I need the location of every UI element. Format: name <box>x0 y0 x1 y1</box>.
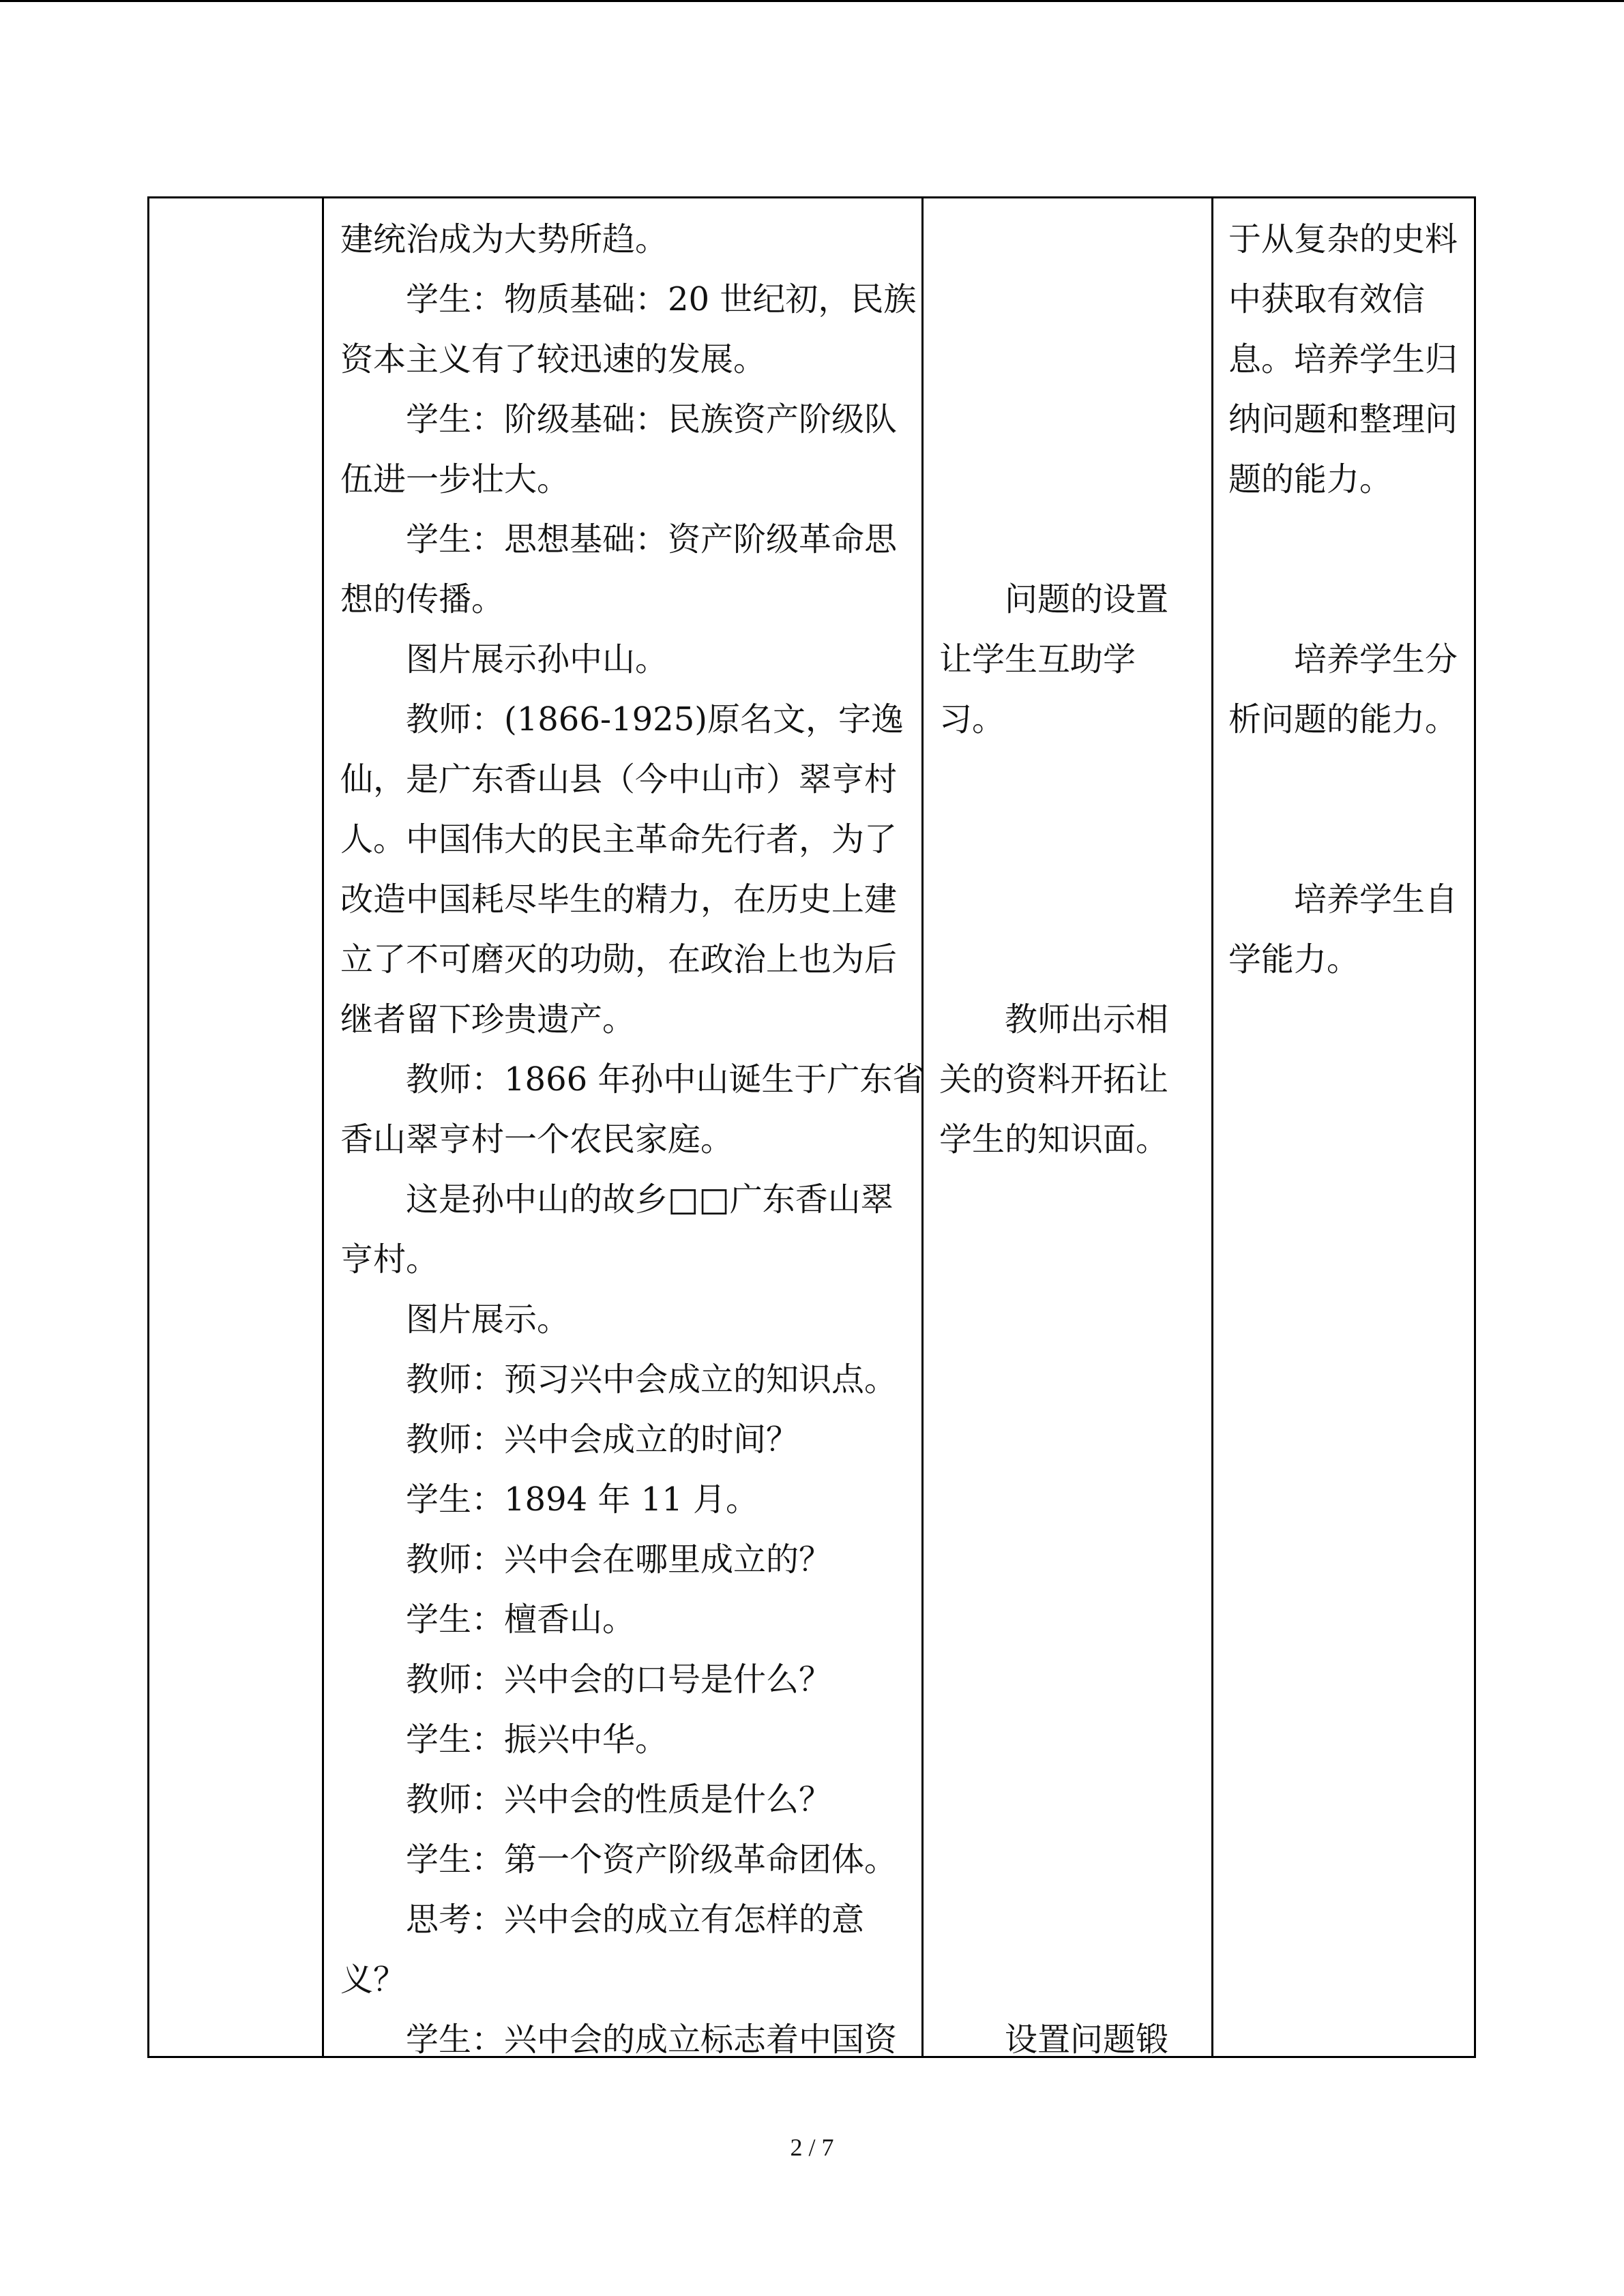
column-objective <box>1228 198 1474 2056</box>
text-line: 教师：1866 年孙中山诞生于广东省 <box>406 1060 926 1099</box>
text-line: 教师出示相 <box>1005 1000 1169 1039</box>
text-line: 设置问题锻 <box>1005 2021 1169 2059</box>
text-line: 人。中国伟大的民主革命先行者，为了 <box>340 820 898 859</box>
text-line: 亨村。 <box>340 1240 439 1279</box>
text-line: 教师：兴中会在哪里成立的？ <box>406 1540 832 1579</box>
text-line: 资本主义有了较迅速的发展。 <box>340 340 767 378</box>
text-line: 义？ <box>340 1960 407 1999</box>
text-line: 教师：兴中会的口号是什么？ <box>406 1660 832 1699</box>
text-line: 想的传播。 <box>340 580 505 618</box>
lesson-table <box>147 196 1476 2058</box>
text-line: 伍进一步壮大。 <box>340 460 570 498</box>
text-line: 立了不可磨灭的功勋，在政治上也为后 <box>340 940 898 979</box>
text-line: 图片展示孙中山。 <box>406 640 668 679</box>
text-line: 纳问题和整理问 <box>1228 400 1458 438</box>
column-empty <box>149 198 322 2056</box>
text-line: 教师：兴中会成立的时间？ <box>406 1420 799 1459</box>
text-line: 学生：物质基础：20 世纪初，民族 <box>406 280 917 318</box>
text-line: 香山翠亨村一个农民家庭。 <box>340 1120 734 1159</box>
text-line: 图片展示。 <box>406 1300 570 1339</box>
text-line: 学生的知识面。 <box>939 1120 1169 1159</box>
text-line: 题的能力。 <box>1228 460 1393 498</box>
text-line: 关的资料开拓让 <box>939 1060 1169 1099</box>
text-line: 中获取有效信 <box>1228 280 1426 318</box>
text-line: 析问题的能力。 <box>1228 700 1458 739</box>
text-line: 习。 <box>939 700 1005 739</box>
text-line: 建统治成为大势所趋。 <box>340 220 668 258</box>
text-line: 培养学生自 <box>1294 880 1458 919</box>
text-line: 教师：兴中会的性质是什么？ <box>406 1780 832 1819</box>
text-line: 改造中国耗尽毕生的精力，在历史上建 <box>340 880 898 919</box>
column-teaching-process <box>340 198 926 2059</box>
text-line: 学生：第一个资产阶级革命团体。 <box>406 1840 898 1879</box>
text-line: 问题的设置 <box>1005 580 1169 618</box>
text-line: 这是孙中山的故乡□□广东香山翠 <box>406 1180 894 1219</box>
text-line: 教师：(1866-1925)原名文，字逸 <box>406 700 904 739</box>
text-line: 让学生互助学 <box>939 640 1136 679</box>
text-line: 仙，是广东香山县（今中山市）翠亨村 <box>340 760 898 799</box>
text-line: 学生：1894 年 11 月。 <box>406 1480 759 1519</box>
text-line: 学生：振兴中华。 <box>406 1720 668 1759</box>
page-number: 2 / 7 <box>790 2134 834 2161</box>
text-line: 继者留下珍贵遗产。 <box>340 1000 636 1039</box>
text-line: 教师：预习兴中会成立的知识点。 <box>406 1360 898 1399</box>
text-line: 培养学生分 <box>1294 640 1458 679</box>
column-design-intent <box>939 198 1205 2059</box>
text-line: 息。培养学生归 <box>1228 340 1458 378</box>
text-line: 于从复杂的史料 <box>1228 220 1458 258</box>
text-line: 学生：阶级基础：民族资产阶级队 <box>406 400 898 438</box>
text-line: 思考：兴中会的成立有怎样的意 <box>406 1900 865 1939</box>
text-line: 学能力。 <box>1228 940 1360 979</box>
column-divider-2 <box>921 198 924 2056</box>
text-line: 学生：思想基础：资产阶级革命思 <box>406 520 898 558</box>
column-divider-1 <box>322 198 324 2056</box>
text-line: 学生：兴中会的成立标志着中国资 <box>406 2021 898 2059</box>
text-line: 学生：檀香山。 <box>406 1600 636 1639</box>
column-divider-3 <box>1211 198 1213 2056</box>
top-rule <box>0 0 1624 2</box>
